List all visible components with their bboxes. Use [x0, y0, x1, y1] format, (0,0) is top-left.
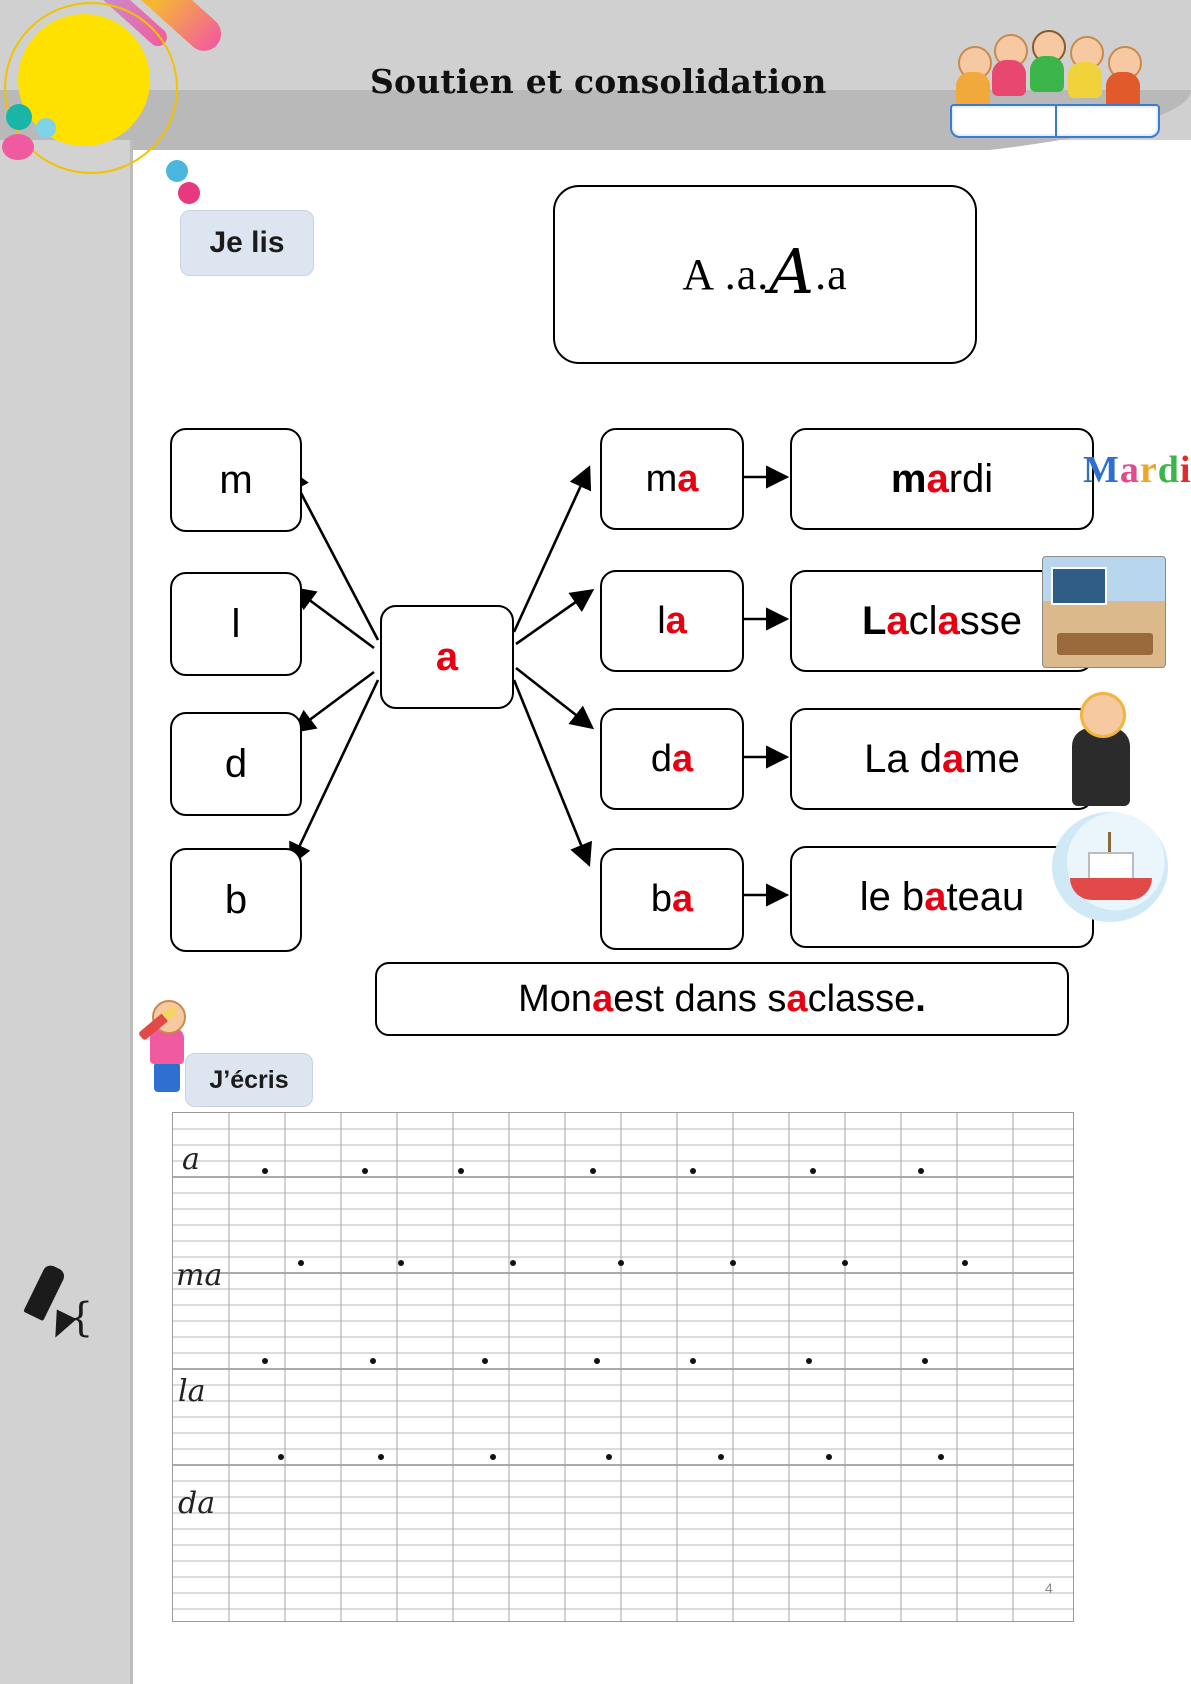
letters-plain-left: A .a.: [682, 250, 770, 299]
letters-cursive: A: [769, 235, 816, 308]
consonant-box-l: [170, 572, 302, 676]
word-part: m: [890, 456, 927, 501]
word-part: L: [861, 598, 887, 643]
word-part: cl: [908, 598, 938, 643]
mardi-decorative-word: Mardi: [1083, 449, 1191, 491]
word-part: La d: [864, 736, 943, 781]
syllable-vowel: a: [672, 877, 694, 920]
consonant-label: m: [219, 457, 253, 502]
sentence-vowel: a: [592, 977, 614, 1020]
word-box-la-dame: [790, 708, 1094, 810]
syllable-box-la: [600, 570, 744, 672]
word-part: le b: [859, 874, 925, 919]
syllable-vowel: a: [672, 737, 694, 780]
grid-model-letter: a: [182, 1142, 200, 1177]
sentence-vowel: a: [786, 977, 808, 1020]
word-vowel: a: [937, 598, 960, 643]
consonant-box-b: [170, 848, 302, 952]
grid-model-letter: ma: [176, 1258, 223, 1293]
word-part: rdi: [948, 456, 994, 501]
sentence-part: Mon: [518, 977, 593, 1020]
word-box-le-bateau: [790, 846, 1094, 948]
letters-plain-right: .a: [815, 250, 848, 299]
grid-model-letter: la: [178, 1374, 206, 1409]
word-part: sse: [959, 598, 1023, 643]
page-title: Soutien et consolidation: [370, 62, 827, 101]
consonant-label: d: [224, 741, 248, 786]
word-part: me: [964, 736, 1020, 781]
syllable-consonant: d: [650, 737, 672, 780]
sentence-period: .: [915, 977, 926, 1020]
section-label-read: Je lis: [180, 210, 314, 276]
page-number: 4: [1045, 1580, 1053, 1596]
grid-model-letter: da: [178, 1486, 216, 1521]
word-part: teau: [946, 874, 1025, 919]
handwriting-grid: [172, 1112, 1074, 1622]
syllable-consonant: l: [657, 599, 666, 642]
vowel-label: a: [435, 634, 459, 679]
consonant-label: l: [231, 601, 241, 646]
classroom-photo-icon: [1042, 556, 1166, 668]
syllable-consonant: m: [645, 457, 678, 500]
sentence-box: [375, 962, 1069, 1036]
syllable-box-ba: [600, 848, 744, 950]
word-vowel: a: [942, 736, 965, 781]
word-vowel: a: [924, 874, 947, 919]
consonant-box-m: [170, 428, 302, 532]
consonant-box-d: [170, 712, 302, 816]
boat-illustration-icon: [1052, 812, 1168, 922]
sentence-part: est dans s: [613, 977, 787, 1020]
syllable-box-da: [600, 708, 744, 810]
word-vowel: a: [926, 456, 949, 501]
syllable-vowel: a: [665, 599, 687, 642]
syllable-box-ma: [600, 428, 744, 530]
syllable-consonant: b: [650, 877, 672, 920]
section-label-write: J’écris: [185, 1053, 313, 1107]
dame-illustration-icon: [1058, 690, 1144, 810]
letters-display-box: [553, 185, 977, 364]
word-vowel: a: [886, 598, 909, 643]
consonant-label: b: [224, 877, 248, 922]
word-box-mardi: [790, 428, 1094, 530]
syllable-vowel: a: [677, 457, 699, 500]
sentence-part: classe: [807, 977, 916, 1020]
fountain-pen-icon: {: [24, 1265, 88, 1355]
children-reading-book-icon: [950, 28, 1160, 136]
left-margin-band: [0, 140, 133, 1684]
vowel-box-a: [380, 605, 514, 709]
